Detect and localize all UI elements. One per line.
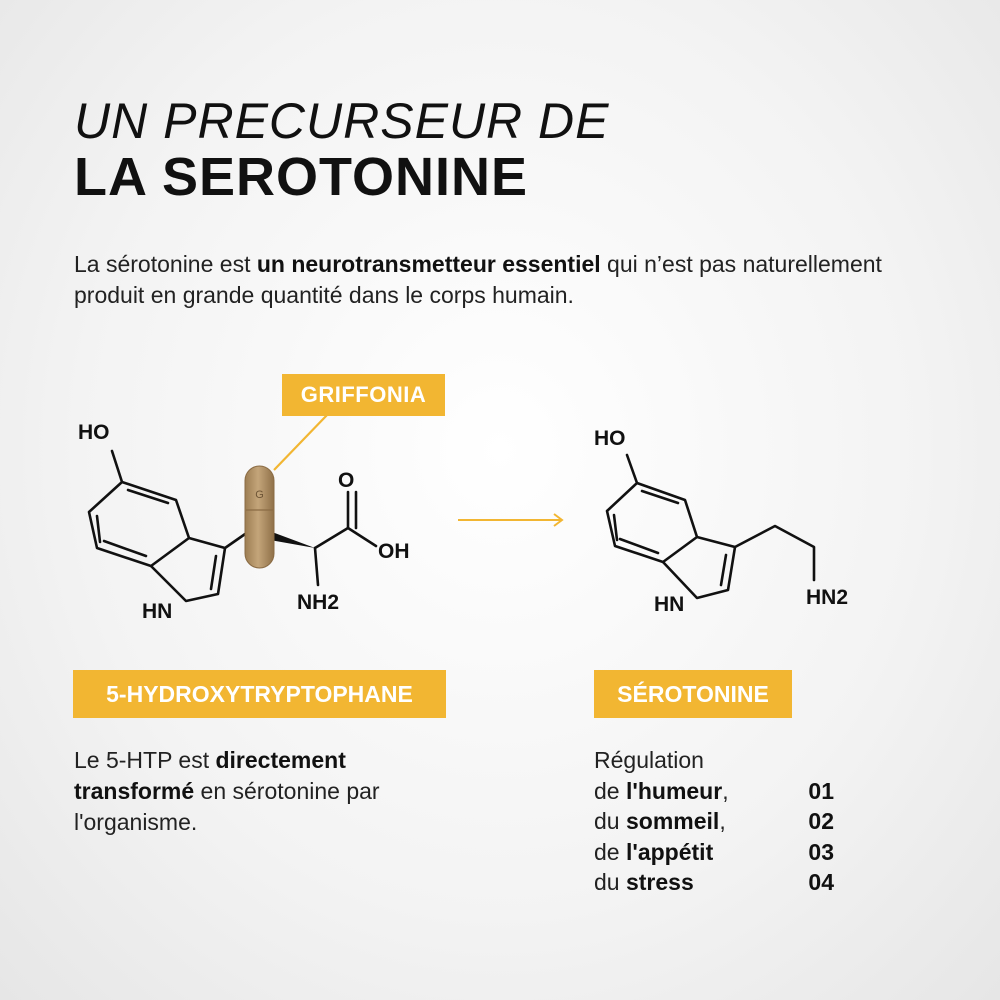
regulation-list bbox=[594, 745, 834, 898]
intro-part-1: La sérotonine est bbox=[74, 251, 257, 277]
label-oh-5htp: OH bbox=[378, 540, 410, 563]
benzene-double-3-sero bbox=[614, 515, 617, 540]
regulation-heading: Régulation bbox=[594, 747, 704, 773]
reg-prefix: du bbox=[594, 808, 626, 834]
label-ho-5htp: HO bbox=[78, 421, 110, 444]
reg-prefix: de bbox=[594, 777, 626, 804]
title-line-2: LA SEROTONINE bbox=[74, 147, 529, 207]
capsule-icon bbox=[245, 466, 274, 568]
benzene-double-1-sero bbox=[642, 491, 678, 503]
5htp-description bbox=[74, 745, 454, 838]
reg-number: 02 bbox=[808, 808, 834, 834]
wedge-bond bbox=[270, 532, 315, 548]
reg-bold: sommeil bbox=[625, 808, 720, 834]
benzene-double-3 bbox=[97, 516, 100, 542]
reg-suffix: , bbox=[722, 777, 729, 804]
label-hn-5htp: HN bbox=[142, 600, 173, 623]
regulation-item bbox=[594, 867, 834, 898]
label-ho-sero: HO bbox=[594, 427, 626, 450]
reg-number: 01 bbox=[808, 777, 834, 804]
amine-bond bbox=[315, 548, 318, 585]
desc-bold: directement transformé bbox=[74, 747, 346, 804]
reg-prefix: du bbox=[594, 869, 626, 895]
pyrrole-double-sero bbox=[721, 555, 726, 585]
title-line-1: UN PRECURSEUR DE bbox=[74, 93, 610, 149]
transformation-arrow bbox=[458, 514, 562, 526]
intro-bold: un neurotransmetteur essentiel bbox=[256, 251, 601, 277]
intro-part-2: qui n’est pas naturellement produit en grande quantité dans le corps humain. bbox=[74, 251, 882, 308]
regulation-item bbox=[594, 776, 834, 807]
reg-bold: stress bbox=[625, 869, 694, 895]
label-hn2-sero: HN2 bbox=[806, 586, 849, 609]
5htp-badge: 5-HYDROXYTRYPTOPHANE bbox=[73, 670, 446, 718]
desc-part-2: en sérotonine par l'organisme. bbox=[74, 778, 380, 835]
reg-bold: l'humeur bbox=[625, 777, 723, 804]
hydroxyl-bond bbox=[348, 528, 376, 546]
molecule-serotonine bbox=[607, 455, 814, 598]
reg-bold: l'appétit bbox=[625, 838, 714, 865]
regulation-item bbox=[594, 837, 834, 868]
label-o-5htp: O bbox=[338, 469, 355, 492]
pyrrole-double bbox=[211, 556, 216, 589]
side-chain-2 bbox=[315, 528, 348, 548]
molecule-5htp bbox=[89, 451, 376, 601]
reg-number: 04 bbox=[808, 869, 834, 895]
reg-prefix: de bbox=[594, 838, 626, 865]
reg-number: 03 bbox=[808, 838, 834, 865]
label-hn-sero: HN bbox=[654, 593, 685, 616]
capsule-mark: G bbox=[255, 489, 264, 501]
ho-bond bbox=[112, 451, 122, 482]
serotonine-badge: SÉROTONINE bbox=[594, 670, 792, 718]
ethylamine-chain bbox=[735, 526, 814, 580]
desc-part-1: Le 5-HTP est bbox=[74, 747, 216, 773]
griffonia-connector bbox=[274, 414, 328, 470]
reg-suffix: , bbox=[719, 808, 726, 834]
regulation-item bbox=[594, 806, 834, 837]
label-nh2-5htp: NH2 bbox=[297, 591, 340, 614]
griffonia-badge: GRIFFONIA bbox=[282, 374, 445, 416]
ho-bond-sero bbox=[627, 455, 637, 483]
